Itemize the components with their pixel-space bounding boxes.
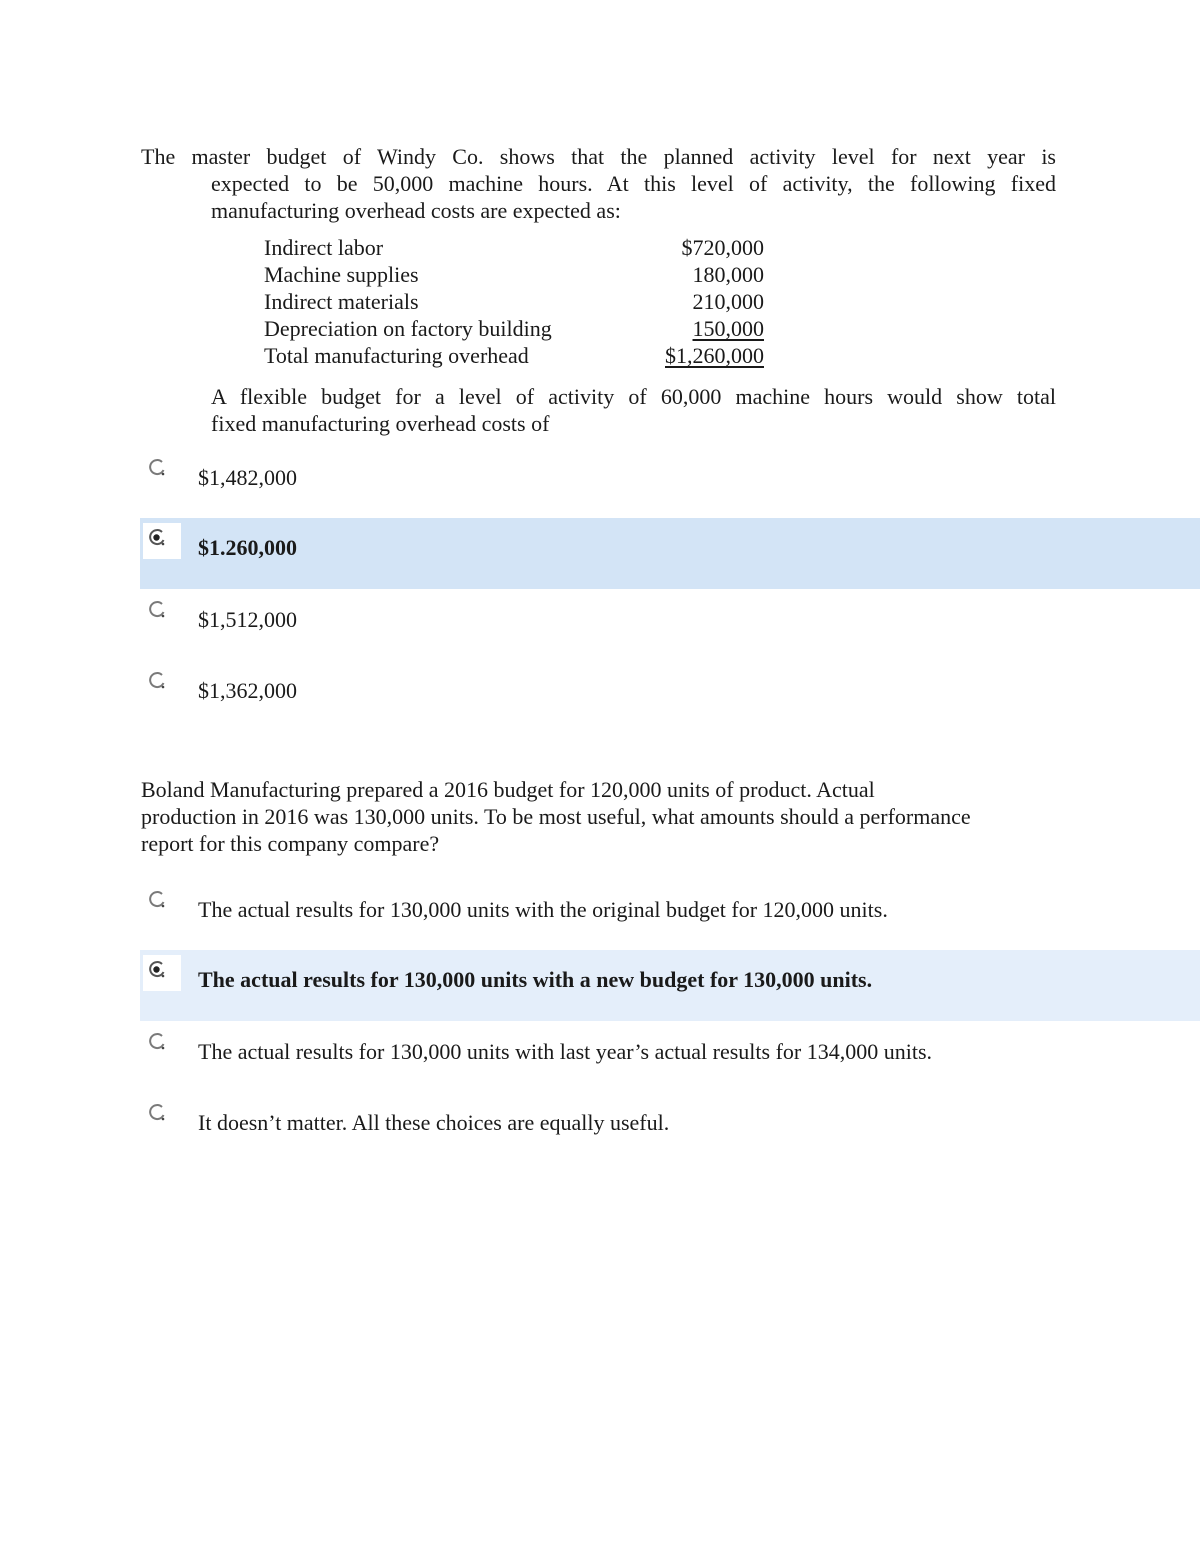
cost-amount: 210,000 — [692, 289, 764, 314]
radio-button-selected-icon[interactable] — [143, 523, 181, 559]
radio-button-icon[interactable] — [143, 595, 181, 631]
radio-button-icon[interactable] — [143, 453, 181, 489]
q1-option-a[interactable] — [140, 448, 1200, 519]
question-1-prompt-line: A flexible budget for a level of activity of 60,000 machine hours would show total — [211, 384, 1056, 409]
q2-option-d[interactable] — [140, 1093, 1200, 1164]
cost-total-row — [264, 342, 764, 369]
question-1-stem — [141, 143, 1056, 224]
cost-total-amount: $1,260,000 — [665, 343, 764, 368]
q2-option-b[interactable] — [140, 950, 1200, 1021]
option-label: The actual results for 130,000 units with a new budget for 130,000 units. — [198, 967, 873, 992]
cost-row — [264, 315, 764, 342]
cost-total-label: Total manufacturing overhead — [264, 343, 529, 368]
option-label: $1,512,000 — [198, 607, 297, 632]
option-label: $1,362,000 — [198, 678, 297, 703]
question-2-stem — [141, 776, 1071, 857]
cost-label: Indirect labor — [264, 235, 384, 260]
question-2-stem-line: Boland Manufacturing prepared a 2016 budget for 120,000 units of product. Actual — [141, 777, 875, 802]
radio-button-icon[interactable] — [143, 666, 181, 702]
question-1-prompt-line: fixed manufacturing overhead costs of — [211, 411, 550, 436]
radio-button-icon[interactable] — [143, 1027, 181, 1063]
cost-row — [264, 261, 764, 288]
q1-option-d[interactable] — [140, 661, 1200, 732]
cost-label: Indirect materials — [264, 289, 419, 314]
cost-amount: 180,000 — [692, 262, 764, 287]
cost-row — [264, 288, 764, 315]
q2-option-c[interactable] — [140, 1022, 1200, 1093]
q2-option-a[interactable] — [140, 880, 1200, 951]
cost-amount: $720,000 — [681, 235, 764, 260]
option-label: It doesn’t matter. All these choices are equally useful. — [198, 1110, 670, 1135]
cost-label: Depreciation on factory building — [264, 316, 552, 341]
option-label: $1,482,000 — [198, 465, 297, 490]
option-label: The actual results for 130,000 units with the original budget for 120,000 units. — [198, 897, 888, 922]
q1-option-b[interactable] — [140, 518, 1200, 589]
cost-amount: 150,000 — [692, 316, 764, 341]
option-label: The actual results for 130,000 units with last year’s actual results for 134,000 units. — [198, 1039, 933, 1064]
question-2-stem-line: report for this company compare? — [141, 831, 440, 856]
question-1-stem-line: expected to be 50,000 machine hours. At this level of activity, the following fixed — [211, 171, 1056, 196]
radio-button-icon[interactable] — [143, 885, 181, 921]
option-label: $1.260,000 — [198, 535, 297, 560]
radio-button-selected-icon[interactable] — [143, 955, 181, 991]
cost-label: Machine supplies — [264, 262, 419, 287]
overhead-cost-table — [264, 234, 764, 369]
radio-button-icon[interactable] — [143, 1098, 181, 1134]
question-1-prompt — [211, 383, 1056, 437]
q1-option-c[interactable] — [140, 590, 1200, 661]
question-1-stem-line: The master budget of Windy Co. shows that the planned activity level for next year is — [141, 144, 1056, 169]
question-1-stem-line: manufacturing overhead costs are expected as: — [211, 198, 621, 223]
cost-row — [264, 234, 764, 261]
question-2-stem-line: production in 2016 was 130,000 units. To be most useful, what amounts should a performance — [141, 804, 971, 829]
